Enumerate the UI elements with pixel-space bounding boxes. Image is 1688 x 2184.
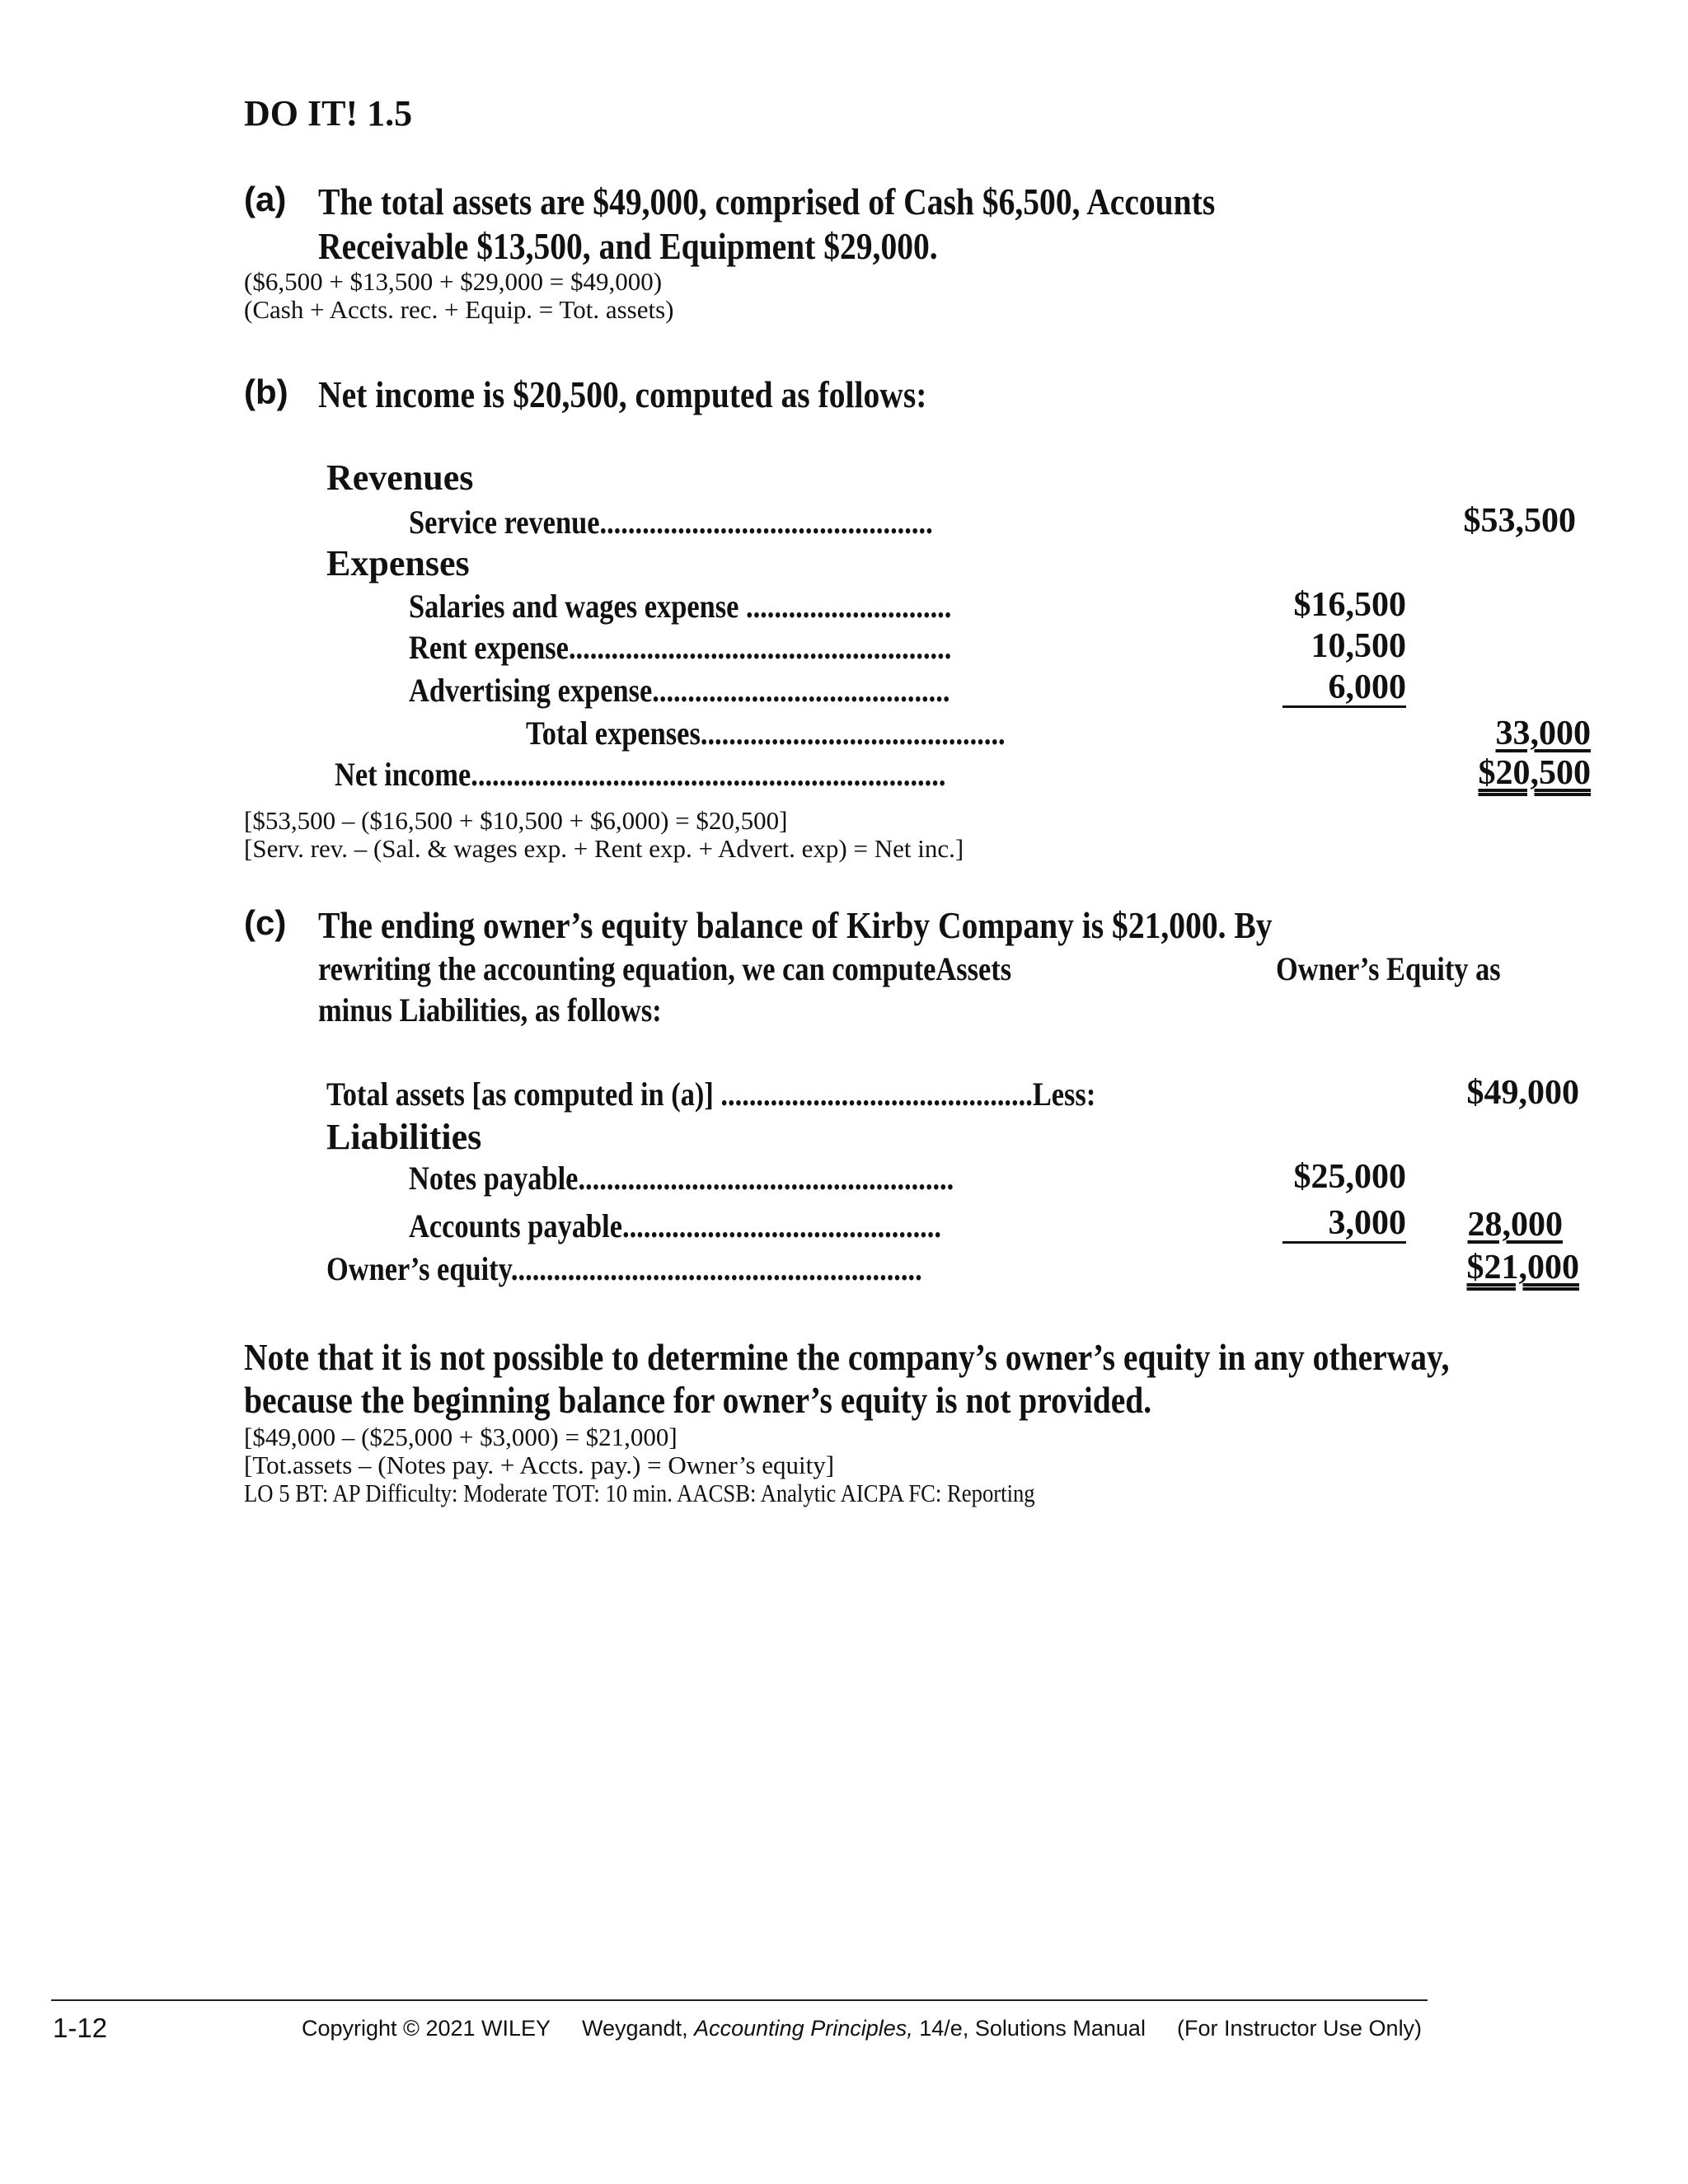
part-a-line-1: The total assets are $49,000, comprised of Cash $6,500, Accounts [318,180,1216,223]
accounts-payable-label: Accounts payable............................................. [409,1207,941,1244]
part-b-calculation: [$53,500 – ($16,500 + $10,500 + $6,000) = $20,500] [244,806,788,835]
net-income-amount: $20,500 [1478,754,1591,792]
part-a-line-2: Receivable $13,500, and Equipment $29,000. [318,225,938,267]
total-assets-amount: $49,000 [1466,1074,1579,1112]
total-liabilities-amount: 28,000 [1467,1206,1563,1244]
expenses-heading: Expenses [326,543,470,583]
part-a-calculation: ($6,500 + $13,500 + $29,000 = $49,000) [244,267,663,296]
part-c-line-1: The ending owner’s equity balance of Kirby Company is $21,000. By [318,904,1273,946]
total-expenses-amount: 33,000 [1495,715,1591,752]
footer-author: Weygandt, [582,2016,688,2041]
part-c-line-2: rewriting the accounting equation, we can computeAssets [318,950,1012,987]
footer-rule [51,1999,1428,2001]
part-c-line-3: minus Liabilities, as follows: [318,991,662,1029]
part-c-line-2-right: Owner’s Equity as [1276,950,1501,987]
total-expenses-label: Total expenses........................................... [526,715,1006,752]
owners-equity-label: Owner’s equity.......................................................... [326,1250,922,1287]
part-c-calculation-legend: [Tot.assets – (Notes pay. + Accts. pay.) = Owner’s equity] [244,1451,835,1479]
service-revenue-amount: $53,500 [1463,502,1576,540]
notes-payable-amount: $25,000 [1293,1158,1406,1196]
advertising-expense-amount: 6,000 [1282,669,1406,708]
total-assets-label: Total assets [as computed in (a)] ............................................Less: [326,1076,1096,1113]
footer-book-citation [582,2016,1146,2041]
footer-book-title: Accounting Principles, [694,2016,913,2041]
owners-equity-amount: $21,000 [1466,1249,1579,1286]
footer-instructor-note: (For Instructor Use Only) [1177,2016,1423,2041]
liabilities-heading: Liabilities [326,1117,482,1157]
part-b-calculation-legend: [Serv. rev. – (Sal. & wages exp. + Rent exp. + Advert. exp) = Net inc.] [244,834,964,863]
rent-expense-amount: 10,500 [1311,627,1406,665]
salaries-expense-label: Salaries and wages expense ............................. [409,588,952,625]
note-line-2: because the beginning balance for owner’s equity is not provided. [244,1379,1152,1421]
footer-edition: 14/e, Solutions Manual [919,2016,1146,2041]
part-c-label: (c) [244,903,287,942]
part-b-lead: Net income is $20,500, computed as follows: [318,373,927,415]
learning-objective-metadata: LO 5 BT: AP Difficulty: Moderate TOT: 10 min. AACSB: Analytic AICPA FC: Reporting [244,1479,1035,1507]
part-c-calculation: [$49,000 – ($25,000 + $3,000) = $21,000] [244,1422,678,1451]
footer-copyright: Copyright © 2021 WILEY [302,2016,551,2041]
revenues-heading: Revenues [326,457,474,498]
net-income-label: Net income................................................................... [335,756,946,793]
salaries-expense-amount: $16,500 [1293,586,1406,624]
note-line-1: Note that it is not possible to determine the company’s owner’s equity in any otherway, [244,1336,1450,1378]
notes-payable-label: Notes payable..................................................... [409,1160,954,1197]
part-a-calculation-legend: (Cash + Accts. rec. + Equip. = Tot. assets) [244,295,674,324]
rent-expense-label: Rent expense...................................................... [409,629,952,666]
page-number: 1-12 [53,2013,108,2043]
part-b-label: (b) [244,373,288,411]
advertising-expense-label: Advertising expense.......................................... [409,672,950,709]
exercise-title: DO IT! 1.5 [244,93,413,134]
part-a-label: (a) [244,180,287,218]
accounts-payable-amount: 3,000 [1282,1205,1406,1244]
service-revenue-label: Service revenue............................................... [409,504,933,541]
